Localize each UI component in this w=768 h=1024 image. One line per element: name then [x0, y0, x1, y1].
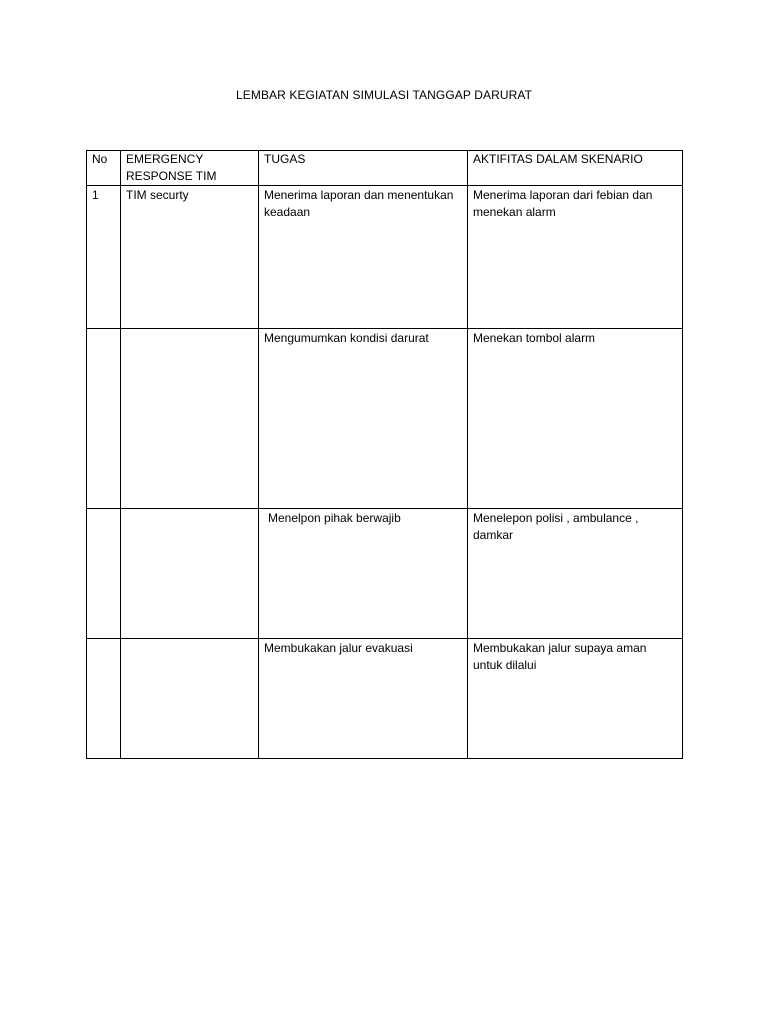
header-task: TUGAS [259, 151, 468, 186]
page-title: LEMBAR KEGIATAN SIMULASI TANGGAP DARURAT [235, 88, 533, 102]
cell-activity: Menekan tombol alarm [468, 329, 683, 509]
cell-team [121, 639, 259, 759]
header-activity: AKTIFITAS DALAM SKENARIO [468, 151, 683, 186]
table-row [87, 329, 683, 509]
cell-task-text: Menelpon pihak berwajib [268, 511, 401, 525]
cell-no: 1 [87, 186, 121, 329]
cell-task [259, 509, 468, 639]
header-team: EMERGENCY RESPONSE TIM [121, 151, 259, 186]
cell-no [87, 639, 121, 759]
cell-activity: Menerima laporan dari febian dan menekan alarm [468, 186, 683, 329]
table-row [87, 509, 683, 639]
table-row [87, 639, 683, 759]
table-row [87, 186, 683, 329]
cell-activity: Membukakan jalur supaya aman untuk dilalui [468, 639, 683, 759]
cell-team [121, 329, 259, 509]
cell-task: Membukakan jalur evakuasi [259, 639, 468, 759]
cell-task: Menerima laporan dan menentukan keadaan [259, 186, 468, 329]
cell-activity: Menelepon polisi , ambulance , damkar [468, 509, 683, 639]
cell-team [121, 509, 259, 639]
table-header-row [87, 151, 683, 186]
cell-team: TIM securty [121, 186, 259, 329]
header-no: No [87, 151, 121, 186]
activity-table [86, 150, 683, 759]
cell-no [87, 329, 121, 509]
cell-no [87, 509, 121, 639]
cell-task: Mengumumkan kondisi darurat [259, 329, 468, 509]
